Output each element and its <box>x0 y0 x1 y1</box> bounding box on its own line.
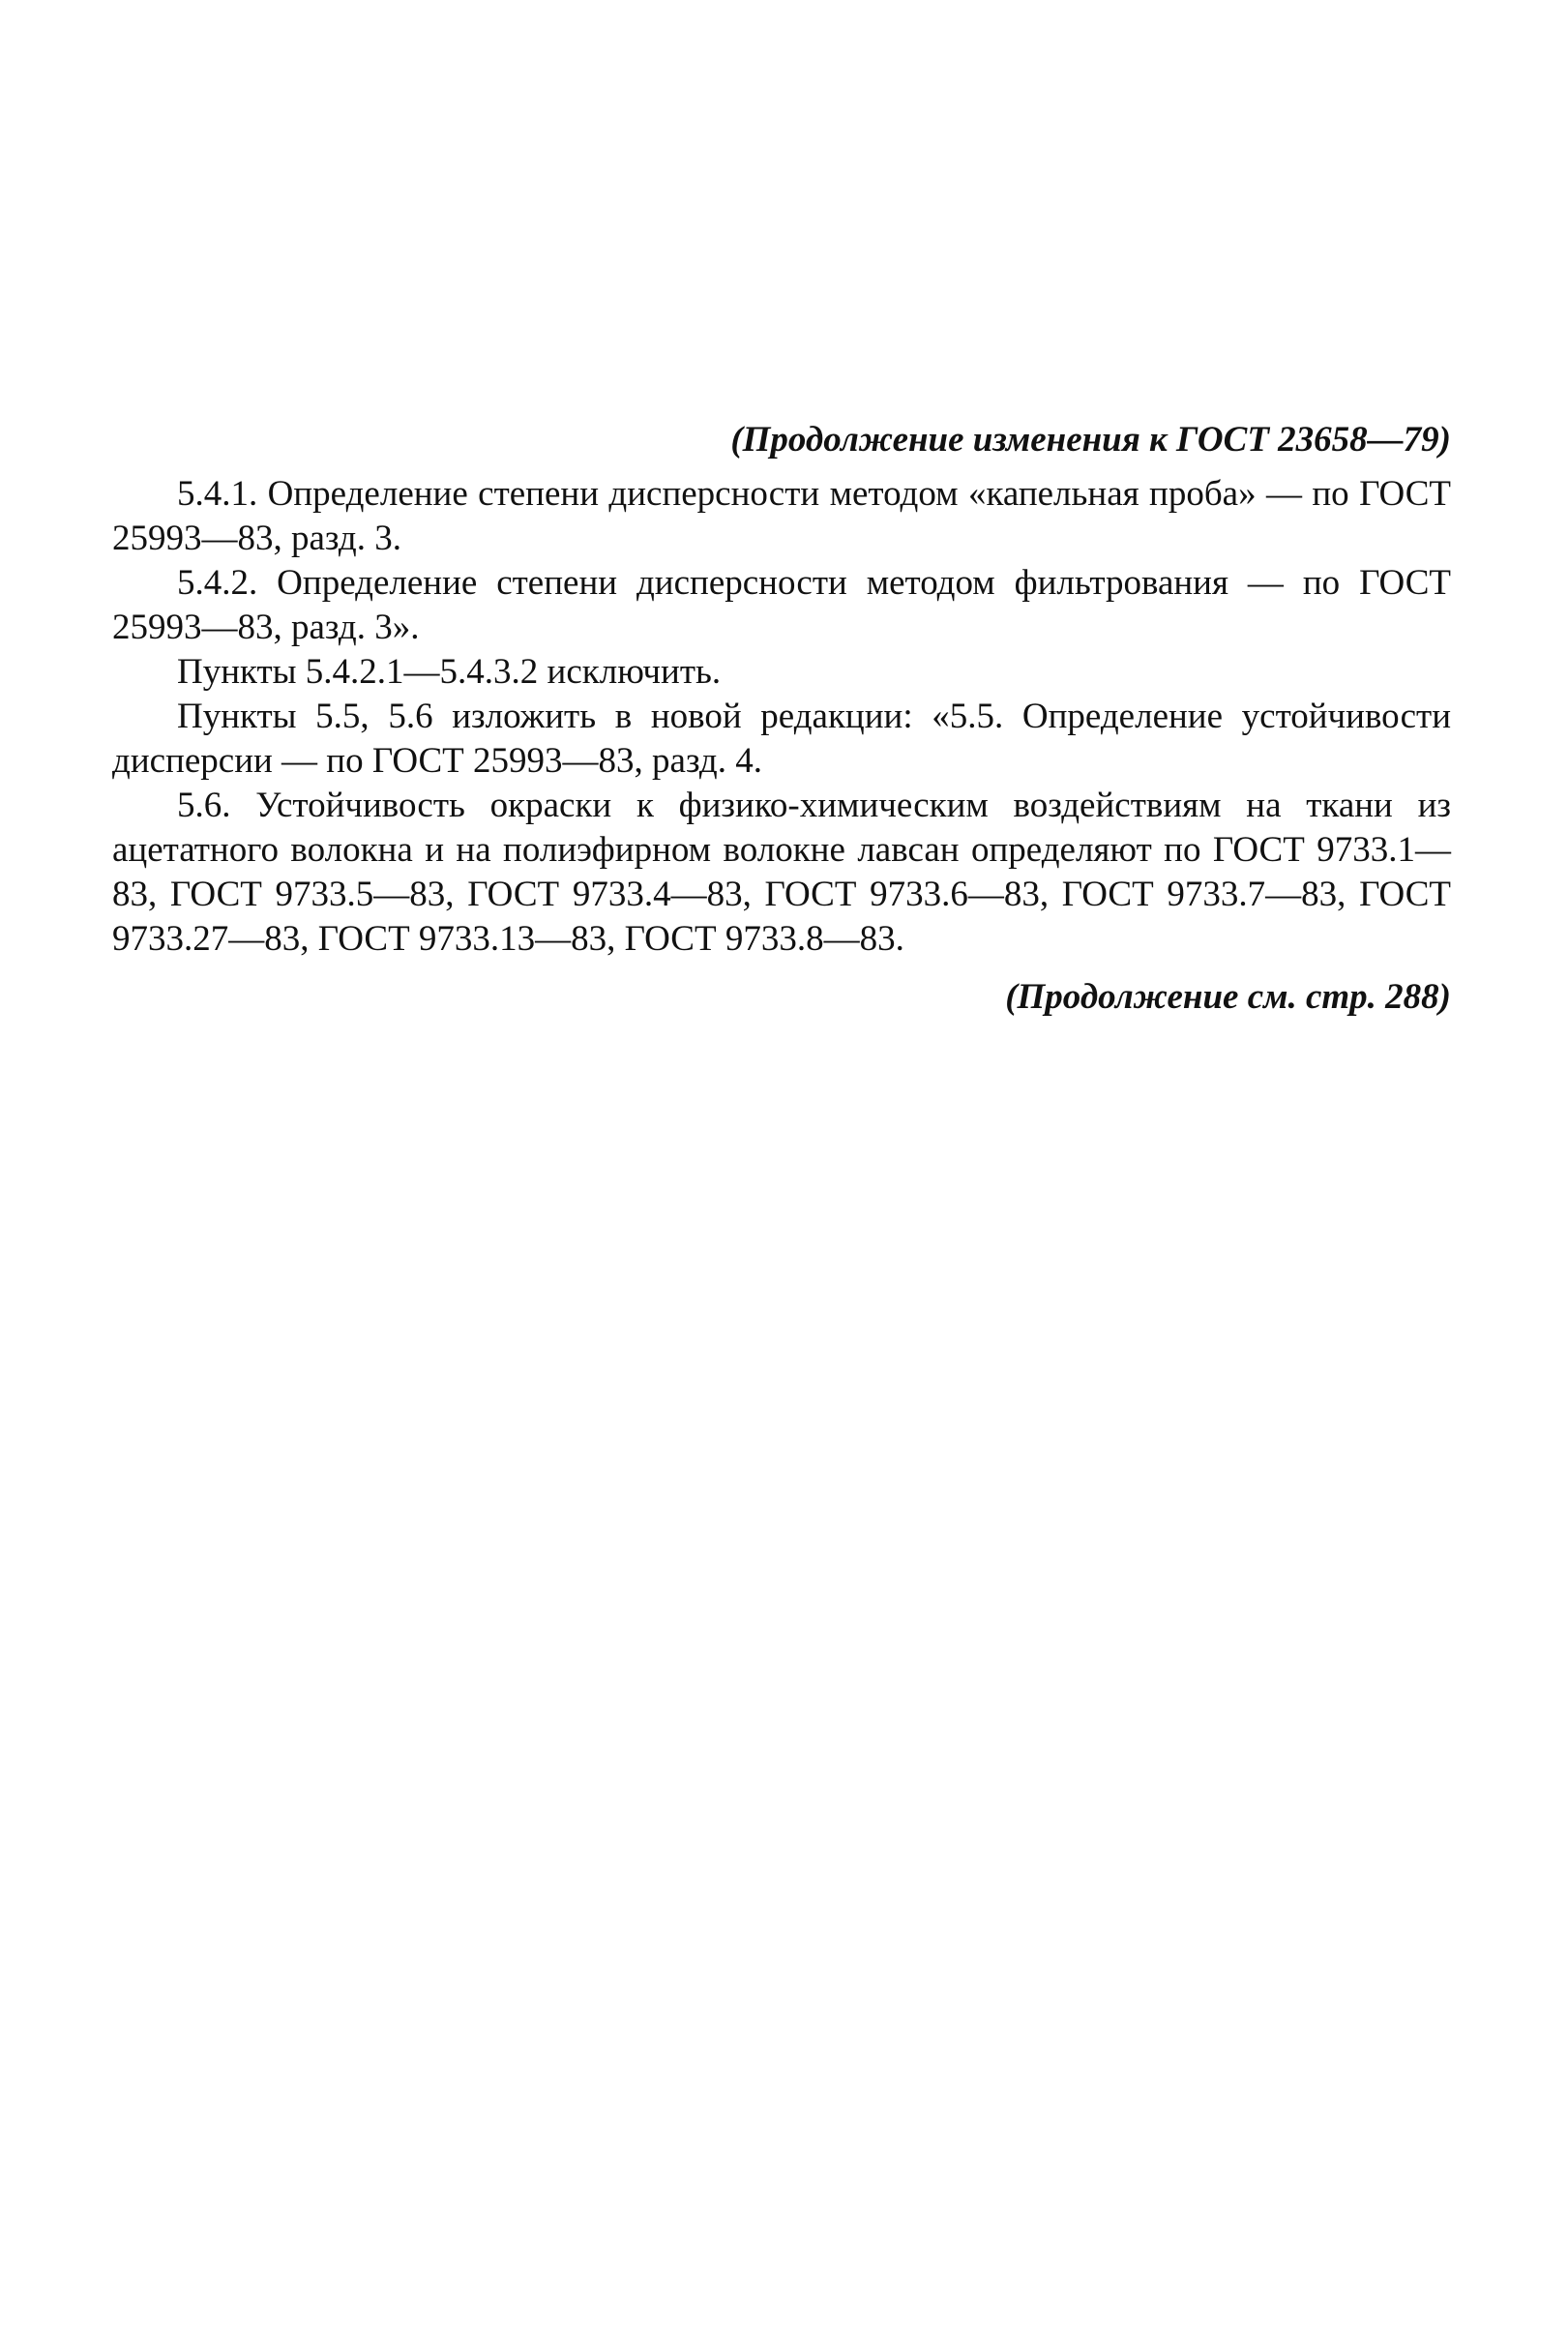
header-continuation-note: (Продолжение изменения к ГОСТ 23658—79) <box>730 420 1451 460</box>
paragraph-new-edition-5-5: Пункты 5.5, 5.6 изложить в новой редакции: «5.5. Определение устойчивости дисперсии — по ГОСТ 25993—83, разд. 4. <box>112 697 1451 781</box>
paragraph-exclusion: Пункты 5.4.2.1—5.4.3.2 исключить. <box>177 652 722 692</box>
paragraph-5-6: 5.6. Устойчивость окраски к физико-химическим воздействиям на ткани из ацетатного волокна и на полиэфирном волокне лавсан определяют по ГОСТ 9733.1—83, ГОСТ 9733.5—83, ГОСТ 9733.4—83, ГОСТ 9733.6—83, ГОСТ 9733.7—83, ГОСТ 9733.27—83, ГОСТ 9733.13—83, ГОСТ 9733.8—83. <box>112 786 1451 959</box>
document-text-block <box>112 418 1451 1020</box>
paragraph-5-4-1: 5.4.1. Определение степени дисперсности методом «капельная проба» — по ГОСТ 25993—83, разд. 3. <box>112 474 1451 558</box>
footer-continuation-note: (Продолжение см. стр. 288) <box>1005 977 1451 1017</box>
paragraph-5-4-2: 5.4.2. Определение степени дисперсности методом фильтрования — по ГОСТ 25993—83, разд. 3». <box>112 563 1451 647</box>
